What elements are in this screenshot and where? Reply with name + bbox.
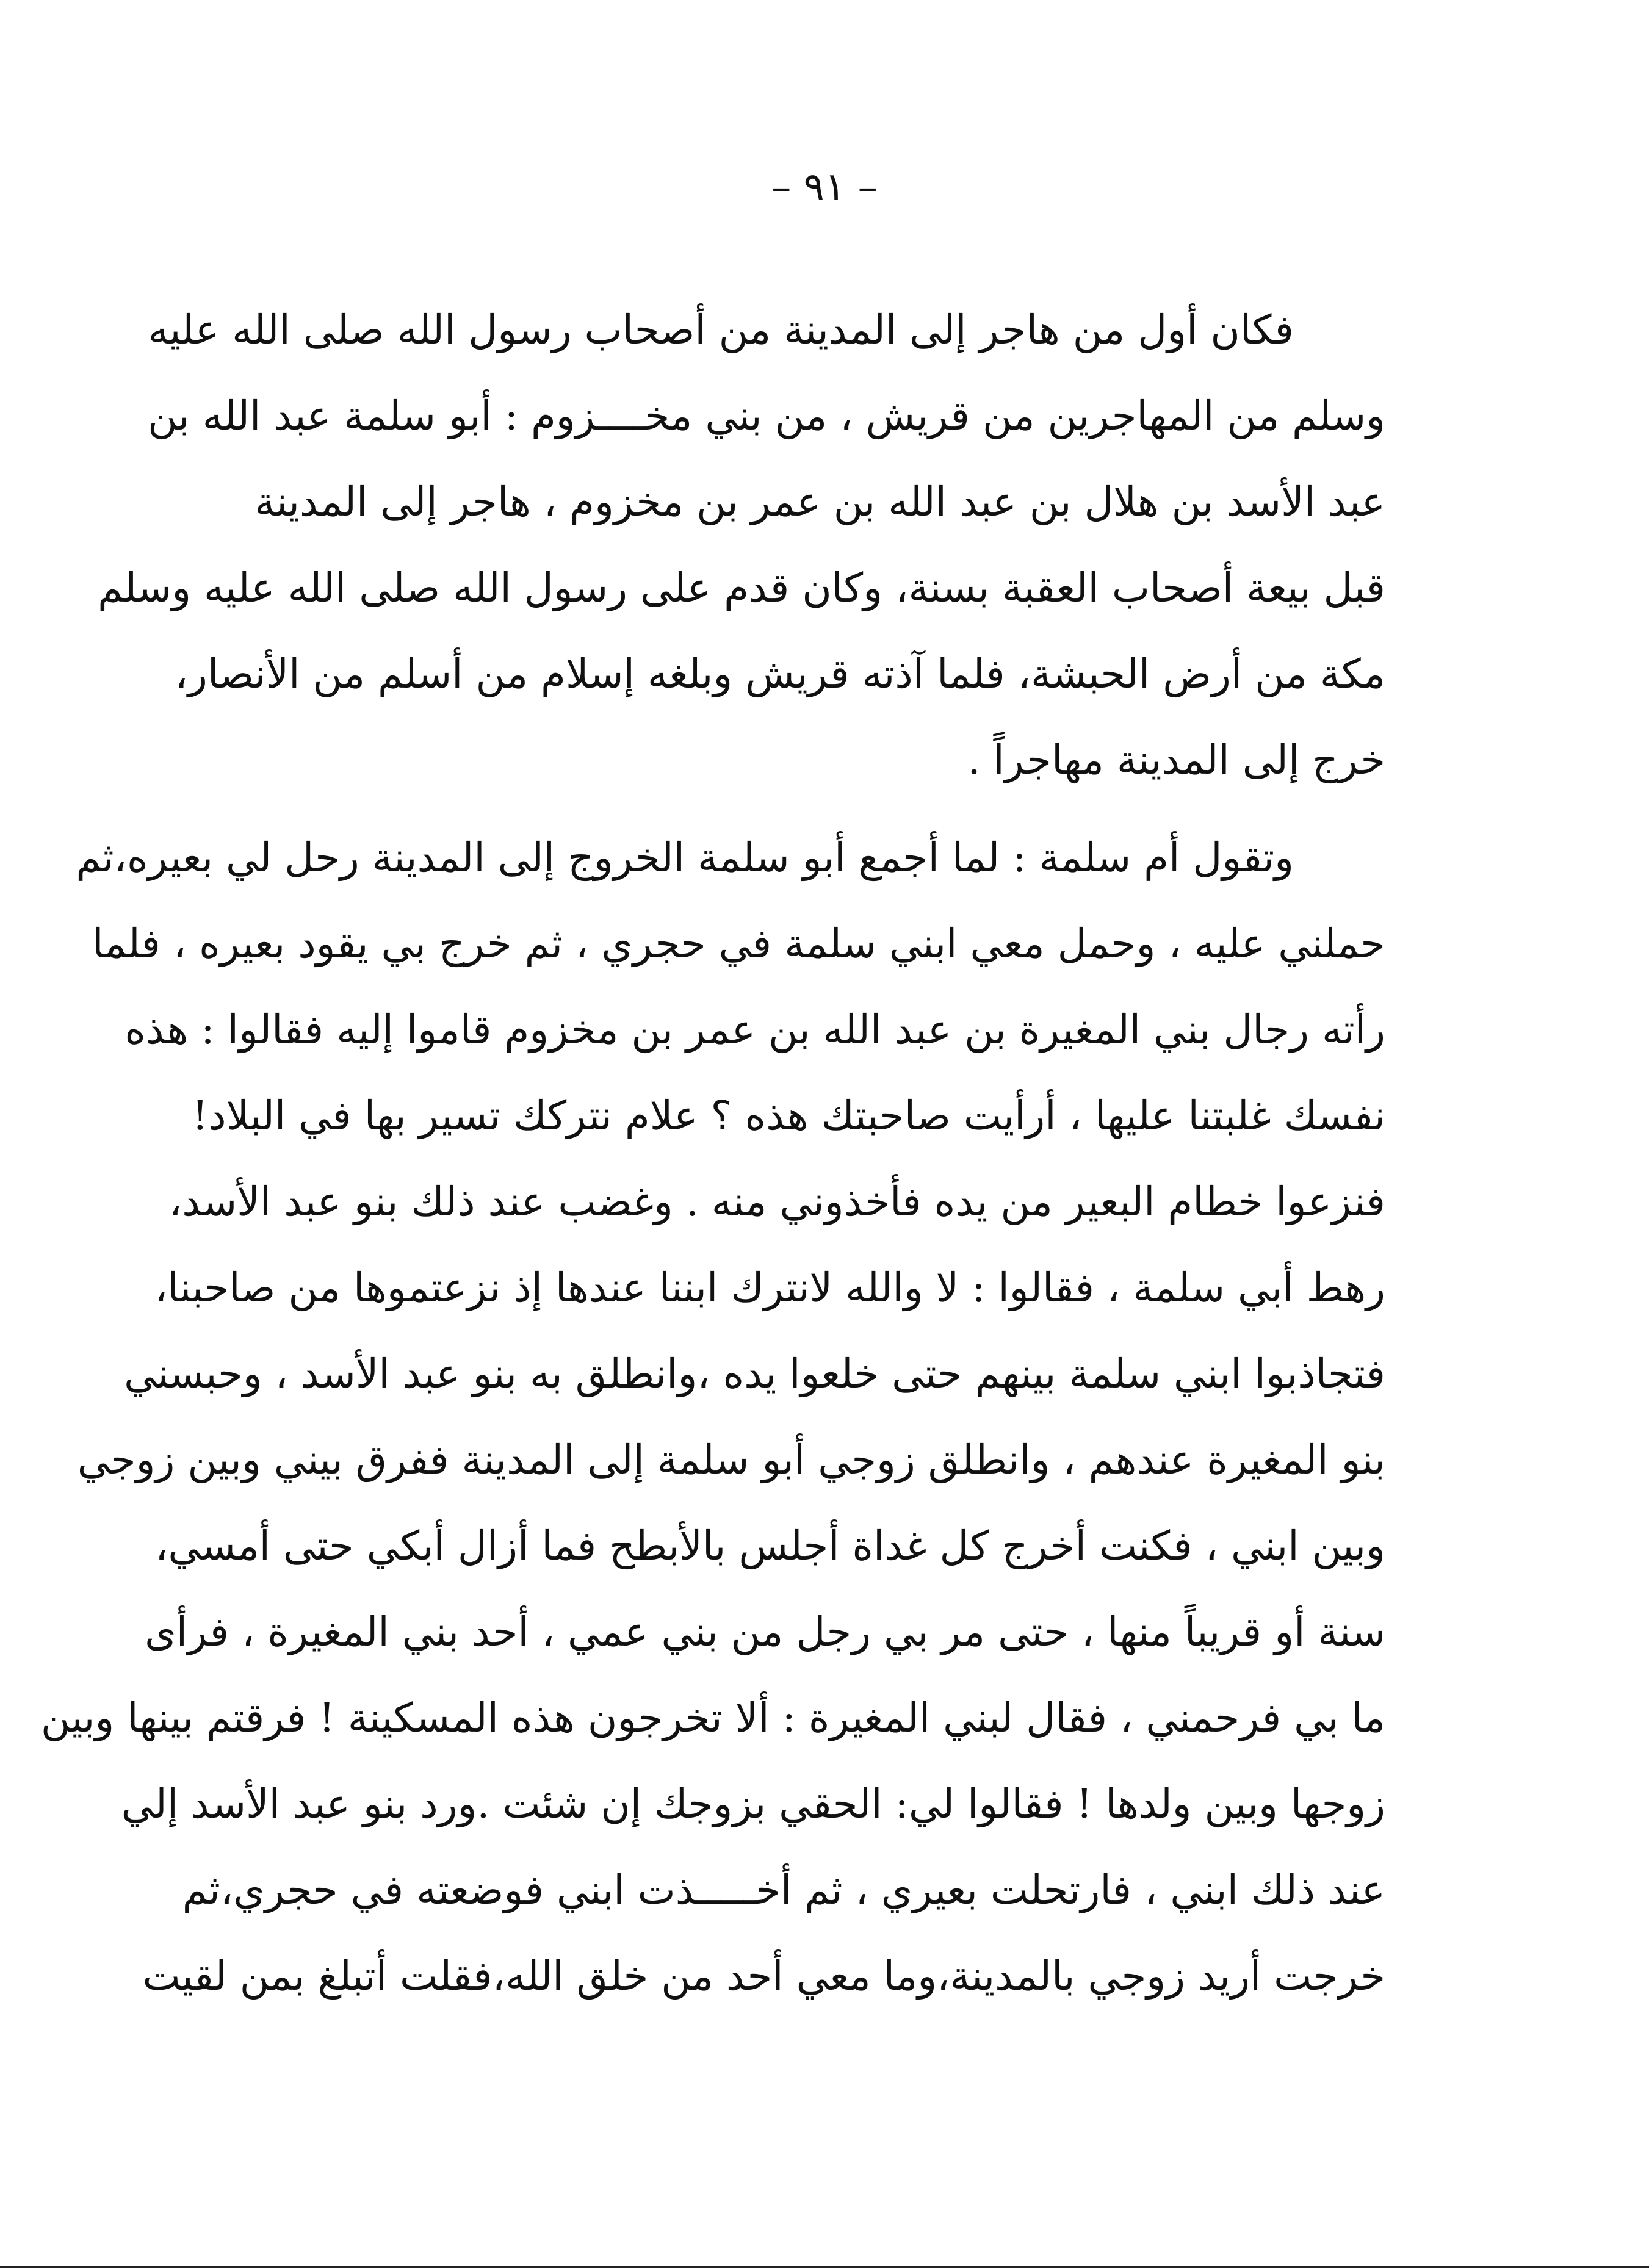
text-line: رأته رجال بني المغيرة بن عبد الله بن عمر بن مخزوم قاموا إليه فقالوا : هذه <box>124 1006 1385 1053</box>
text-line: فكان أول من هاجر إلى المدينة من أصحاب رسول الله صلى الله عليه <box>148 306 1294 353</box>
text-line: حملني عليه ، وحمل معي ابني سلمة في حجري ، ثم خرج بي يقود بعيره ، فلما <box>92 920 1385 967</box>
page-number: – ٩١ – <box>771 165 878 210</box>
text-line: رهط أبي سلمة ، فقالوا : لا والله لانترك ابننا عندها إذ نزعتموها من صاحبنا، <box>154 1264 1385 1311</box>
paragraph-1 <box>98 287 1385 803</box>
text-line: خرجت أريد زوجي بالمدينة،وما معي أحد من خلق الله،فقلت أتبلغ بمن لقيت <box>142 1953 1385 2000</box>
text-line: بنو المغيرة عندهم ، وانطلق زوجي أبو سلمة إلى المدينة ففرق بيني وبين زوجي <box>77 1436 1385 1483</box>
text-line: وسلم من المهاجرين من قريش ، من بني مخــــزوم : أبو سلمة عبد الله بن <box>148 392 1385 439</box>
text-line: ما بي فرحمني ، فقال لبني المغيرة : ألا تخرجون هذه المسكينة ! فرقتم بينها وبين <box>40 1694 1385 1741</box>
text-line: وتقول أم سلمة : لما أجمع أبو سلمة الخروج إلى المدينة رحل لي بعيره،ثم <box>76 834 1294 881</box>
text-line: نفسك غلبتنا عليها ، أرأيت صاحبتك هذه ؟ علام نتركك تسير بها في البلاد! <box>192 1092 1385 1139</box>
paragraph-2 <box>40 815 1385 2019</box>
text-line: فتجاذبوا ابني سلمة بينهم حتى خلعوا يده ،وانطلق به بنو عبد الأسد ، وحبسني <box>124 1350 1385 1397</box>
text-line: عند ذلك ابني ، فارتحلت بعيري ، ثم أخـــــذت ابني فوضعته في حجري،ثم <box>182 1867 1385 1913</box>
text-line: خرج إلى المدينة مهاجراً . <box>967 736 1385 783</box>
text-line: فنزعوا خطام البعير من يده فأخذوني منه . وغضب عند ذلك بنو عبد الأسد، <box>168 1178 1385 1225</box>
text-line: زوجها وبين ولدها ! فقالوا لي: الحقي بزوجك إن شئت .ورد بنو عبد الأسد إلي <box>121 1780 1385 1827</box>
text-line: عبد الأسد بن هلال بن عبد الله بن عمر بن مخزوم ، هاجر إلى المدينة <box>254 478 1385 525</box>
text-line: سنة أو قريباً منها ، حتى مر بي رجل من بني عمي ، أحد بني المغيرة ، فرأى <box>145 1608 1385 1655</box>
text-line: قبل بيعة أصحاب العقبة بسنة، وكان قدم على رسول الله صلى الله عليه وسلم <box>98 564 1385 611</box>
page-bottom-border <box>0 2266 1649 2268</box>
text-line: مكة من أرض الحبشة، فلما آذته قريش وبلغه إسلام من أسلم من الأنصار، <box>175 650 1385 697</box>
text-line: وبين ابني ، فكنت أخرج كل غداة أجلس بالأبطح فما أزال أبكي حتى أمسي، <box>155 1522 1385 1569</box>
